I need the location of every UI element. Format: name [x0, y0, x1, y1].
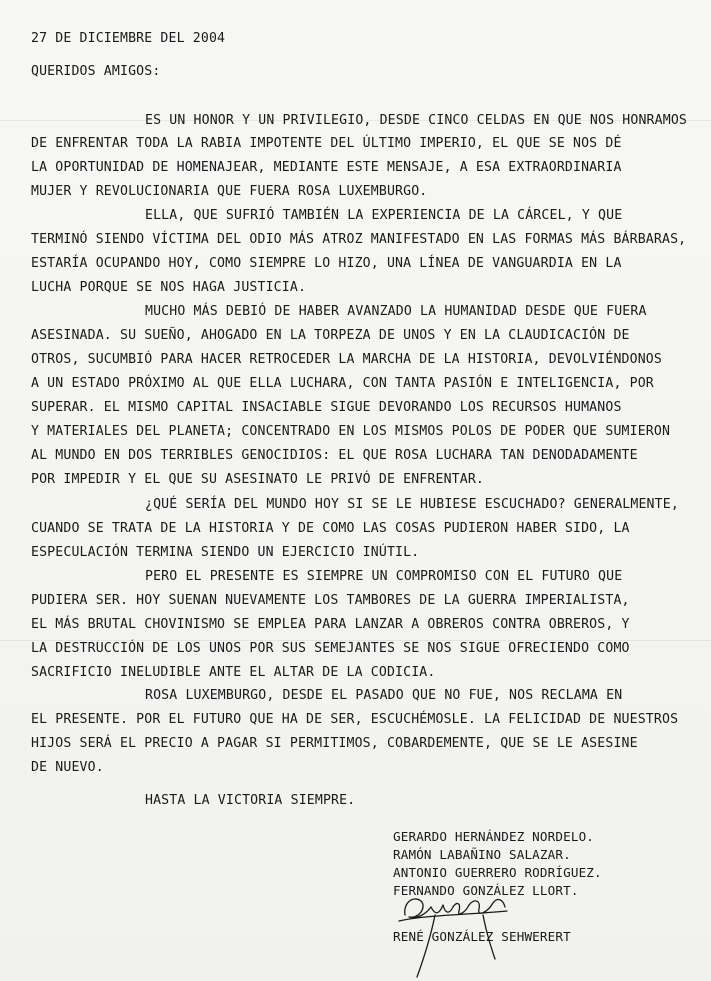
body-line: A UN ESTADO PRÓXIMO AL QUE ELLA LUCHARA, CON TANTA PASIÓN E INTELIGENCIA, POR — [31, 376, 654, 391]
body-line: OTROS, SUCUMBIÓ PARA HACER RETROCEDER LA MARCHA DE LA HISTORIA, DEVOLVIÉNDONOS — [31, 352, 662, 367]
signatory-name: RAMÓN LABAÑINO SALAZAR. — [393, 847, 571, 862]
handwritten-signature — [395, 885, 515, 980]
letter-salutation: QUERIDOS AMIGOS: — [31, 64, 161, 79]
signatory-name: RENÉ GONZÁLEZ SEHWERERT — [393, 929, 571, 944]
body-line: PUDIERA SER. HOY SUENAN NUEVAMENTE LOS TAMBORES DE LA GUERRA IMPERIALISTA, — [31, 593, 630, 608]
body-line: ASESINADA. SU SUEÑO, AHOGADO EN LA TORPEZA DE UNOS Y EN LA CLAUDICACIÓN DE — [31, 328, 630, 343]
signatory-name: ANTONIO GUERRERO RODRÍGUEZ. — [393, 865, 602, 880]
body-line: POR IMPEDIR Y EL QUE SU ASESINATO LE PRIVÓ DE ENFRENTAR. — [31, 472, 485, 487]
body-line: ES UN HONOR Y UN PRIVILEGIO, DESDE CINCO CELDAS EN QUE NOS HONRAMOS — [145, 113, 687, 128]
body-line: ELLA, QUE SUFRIÓ TAMBIÉN LA EXPERIENCIA DE LA CÁRCEL, Y QUE — [145, 208, 623, 223]
body-line: TERMINÓ SIENDO VÍCTIMA DEL ODIO MÁS ATROZ MANIFESTADO EN LAS FORMAS MÁS BÁRBARAS, — [31, 232, 687, 247]
body-line: MUCHO MÁS DEBIÓ DE HABER AVANZADO LA HUMANIDAD DESDE QUE FUERA — [145, 304, 647, 319]
letter-date: 27 DE DICIEMBRE DEL 2004 — [31, 31, 226, 46]
body-line: DE NUEVO. — [31, 760, 104, 775]
body-line: SACRIFICIO INELUDIBLE ANTE EL ALTAR DE LA CODICIA. — [31, 665, 436, 680]
body-line: ESTARÍA OCUPANDO HOY, COMO SIEMPRE LO HIZO, UNA LÍNEA DE VANGUARDIA EN LA — [31, 256, 622, 271]
body-line: AL MUNDO EN DOS TERRIBLES GENOCIDIOS: EL QUE ROSA LUCHARA TAN DENODADAMENTE — [31, 448, 638, 463]
body-line: ESPECULACIÓN TERMINA SIENDO UN EJERCICIO INÚTIL. — [31, 545, 420, 560]
body-line: MUJER Y REVOLUCIONARIA QUE FUERA ROSA LUXEMBURGO. — [31, 184, 428, 199]
signatory-name: FERNANDO GONZÁLEZ LLORT. — [393, 883, 579, 898]
body-line: ROSA LUXEMBURGO, DESDE EL PASADO QUE NO FUE, NOS RECLAMA EN — [145, 688, 623, 703]
body-line: LA OPORTUNIDAD DE HOMENAJEAR, MEDIANTE ESTE MENSAJE, A ESA EXTRAORDINARIA — [31, 160, 622, 175]
body-line: Y MATERIALES DEL PLANETA; CONCENTRADO EN LOS MISMOS POLOS DE PODER QUE SUMIERON — [31, 424, 671, 439]
body-line: EL MÁS BRUTAL CHOVINISMO SE EMPLEA PARA LANZAR A OBREROS CONTRA OBREROS, Y — [31, 617, 630, 632]
body-line: DE ENFRENTAR TODA LA RABIA IMPOTENTE DEL ÚLTIMO IMPERIO, EL QUE SE NOS DÉ — [31, 136, 622, 151]
body-line: ¿QUÉ SERÍA DEL MUNDO HOY SI SE LE HUBIESE ESCUCHADO? GENERALMENTE, — [145, 497, 679, 512]
body-line: SUPERAR. EL MISMO CAPITAL INSACIABLE SIGUE DEVORANDO LOS RECURSOS HUMANOS — [31, 400, 622, 415]
body-line: LA DESTRUCCIÓN DE LOS UNOS POR SUS SEMEJANTES SE NOS SIGUE OFRECIENDO COMO — [31, 641, 630, 656]
body-line: CUANDO SE TRATA DE LA HISTORIA Y DE COMO LAS COSAS PUDIERON HABER SIDO, LA — [31, 521, 630, 536]
body-line: LUCHA PORQUE SE NOS HAGA JUSTICIA. — [31, 280, 307, 295]
letter-closing: HASTA LA VICTORIA SIEMPRE. — [145, 793, 356, 808]
body-line: HIJOS SERÁ EL PRECIO A PAGAR SI PERMITIMOS, COBARDEMENTE, QUE SE LE ASESINE — [31, 736, 638, 751]
body-line: EL PRESENTE. POR EL FUTURO QUE HA DE SER, ESCUCHÉMOSLE. LA FELICIDAD DE NUESTROS — [31, 712, 679, 727]
signatory-name: GERARDO HERNÁNDEZ NORDELO. — [393, 829, 595, 844]
body-line: PERO EL PRESENTE ES SIEMPRE UN COMPROMISO CON EL FUTURO QUE — [145, 569, 623, 584]
